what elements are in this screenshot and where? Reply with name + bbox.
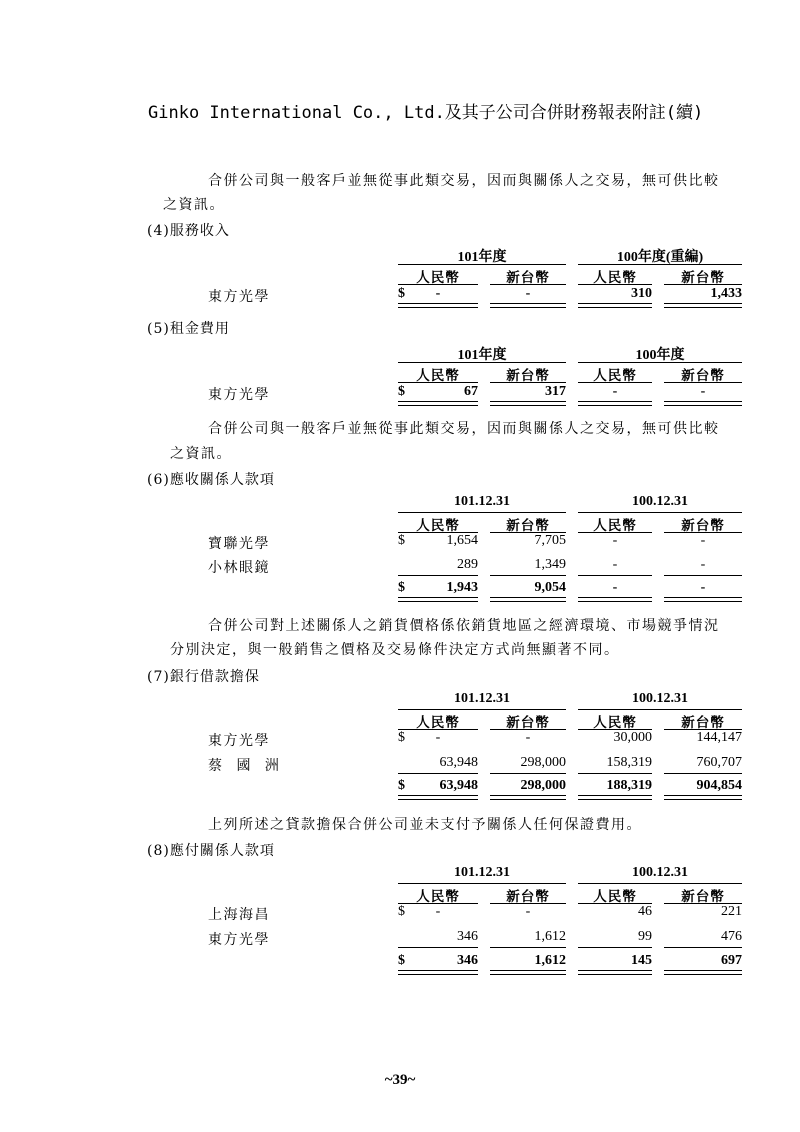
amount-cell: 158,319 — [606, 755, 652, 770]
header-rule — [578, 264, 742, 265]
period-header: 100.12.31 — [632, 494, 688, 509]
currency-symbol: $ — [398, 730, 405, 745]
column-header-ntd: 新台幣 — [506, 518, 550, 534]
party-name: 上海海昌 — [208, 907, 270, 923]
double-underline — [398, 970, 478, 975]
page-title: Ginko International Co., Ltd.及其子公司合併財務報表附註(續) — [148, 103, 704, 123]
column-header-rmb: 人民幣 — [593, 715, 637, 731]
total-cell: 188,319 — [606, 778, 652, 793]
double-underline — [578, 303, 652, 308]
amount-cell: 67 — [464, 384, 478, 399]
amount-cell: 317 — [545, 384, 566, 399]
note-paragraph-1-line-2: 之資訊。 — [163, 197, 225, 213]
amount-cell: 1,612 — [534, 929, 566, 944]
header-rule — [578, 883, 742, 884]
double-underline — [398, 401, 478, 406]
amount-cell: - — [612, 533, 618, 548]
double-underline — [578, 795, 652, 800]
subtotal-rule — [490, 575, 566, 576]
amount-cell: - — [435, 730, 441, 745]
amount-cell: 346 — [457, 929, 478, 944]
header-rule — [578, 512, 742, 513]
amount-cell: 63,948 — [439, 755, 478, 770]
period-header: 101.12.31 — [454, 691, 510, 706]
subtotal-rule — [578, 773, 652, 774]
amount-cell: - — [700, 533, 706, 548]
header-rule — [398, 512, 566, 513]
header-rule — [398, 264, 566, 265]
party-name: 蔡 國 洲 — [208, 758, 284, 774]
amount-cell: 99 — [638, 929, 652, 944]
currency-symbol: $ — [398, 904, 405, 919]
currency-symbol: $ — [398, 384, 405, 399]
column-rule — [664, 284, 742, 285]
column-rule — [490, 382, 566, 383]
column-header-ntd: 新台幣 — [681, 270, 725, 286]
currency-symbol: $ — [398, 580, 405, 595]
double-underline — [490, 795, 566, 800]
double-underline — [664, 597, 742, 602]
header-rule — [578, 709, 742, 710]
amount-cell: 1,433 — [710, 286, 742, 301]
subtotal-rule — [578, 947, 652, 948]
column-header-ntd: 新台幣 — [506, 889, 550, 905]
amount-cell: - — [612, 557, 618, 572]
amount-cell: - — [525, 730, 531, 745]
double-underline — [578, 401, 652, 406]
header-rule — [578, 362, 742, 363]
note-paragraph-3-line-1: 合併公司對上述關係人之銷貨價格係依銷貨地區之經濟環境、市場競爭情況 — [208, 618, 720, 634]
amount-cell: 298,000 — [520, 755, 566, 770]
column-header-rmb: 人民幣 — [593, 368, 637, 384]
double-underline — [490, 401, 566, 406]
double-underline — [578, 970, 652, 975]
column-header-rmb: 人民幣 — [416, 270, 460, 286]
party-name: 東方光學 — [208, 733, 270, 749]
amount-cell: - — [525, 904, 531, 919]
double-underline — [664, 401, 742, 406]
section-heading-rent-expense: (5)租金費用 — [147, 321, 230, 337]
subtotal-rule — [664, 947, 742, 948]
double-underline — [490, 597, 566, 602]
double-underline — [664, 970, 742, 975]
amount-cell: - — [435, 904, 441, 919]
subtotal-rule — [578, 575, 652, 576]
amount-cell: - — [700, 557, 706, 572]
note-paragraph-4: 上列所述之貸款擔保合併公司並未支付予關係人任何保證費用。 — [208, 817, 642, 833]
party-name: 東方光學 — [208, 932, 270, 948]
subtotal-rule — [490, 947, 566, 948]
amount-cell: 1,654 — [446, 533, 478, 548]
double-underline — [398, 597, 478, 602]
subtotal-rule — [398, 773, 478, 774]
column-header-ntd: 新台幣 — [506, 715, 550, 731]
amount-cell: 310 — [631, 286, 652, 301]
header-rule — [398, 709, 566, 710]
total-cell: 9,054 — [534, 580, 566, 595]
period-header: 100年度(重編) — [616, 250, 704, 265]
column-rule — [578, 382, 652, 383]
party-name: 東方光學 — [208, 387, 270, 403]
column-header-rmb: 人民幣 — [416, 368, 460, 384]
column-header-ntd: 新台幣 — [681, 889, 725, 905]
total-cell: 1,612 — [534, 953, 566, 968]
subtotal-rule — [398, 947, 478, 948]
total-cell: 1,943 — [446, 580, 478, 595]
currency-symbol: $ — [398, 533, 405, 548]
amount-cell: 289 — [457, 557, 478, 572]
amount-cell: 46 — [638, 904, 652, 919]
column-rule — [578, 284, 652, 285]
period-header: 100.12.31 — [632, 691, 688, 706]
column-header-rmb: 人民幣 — [593, 270, 637, 286]
column-header-rmb: 人民幣 — [416, 518, 460, 534]
amount-cell: 760,707 — [696, 755, 742, 770]
column-header-ntd: 新台幣 — [681, 518, 725, 534]
note-paragraph-2-line-2: 之資訊。 — [170, 446, 232, 462]
total-cell: - — [700, 580, 706, 595]
amount-cell: 1,349 — [534, 557, 566, 572]
section-heading-receivables: (6)應收關係人款項 — [147, 472, 275, 488]
period-header: 101年度 — [457, 250, 507, 265]
period-header: 101年度 — [457, 348, 507, 363]
party-name: 小林眼鏡 — [208, 560, 270, 576]
period-header: 100年度 — [635, 348, 685, 363]
subtotal-rule — [398, 575, 478, 576]
double-underline — [578, 597, 652, 602]
column-header-ntd: 新台幣 — [681, 368, 725, 384]
double-underline — [490, 303, 566, 308]
double-underline — [490, 970, 566, 975]
column-header-ntd: 新台幣 — [506, 368, 550, 384]
header-rule — [398, 362, 566, 363]
amount-cell: 476 — [721, 929, 742, 944]
column-header-rmb: 人民幣 — [593, 518, 637, 534]
column-rule — [490, 284, 566, 285]
subtotal-rule — [664, 773, 742, 774]
double-underline — [398, 795, 478, 800]
double-underline — [664, 795, 742, 800]
amount-cell: - — [700, 384, 706, 399]
column-header-ntd: 新台幣 — [506, 270, 550, 286]
total-cell: 904,854 — [696, 778, 742, 793]
currency-symbol: $ — [398, 953, 405, 968]
amount-cell: - — [435, 286, 441, 301]
double-underline — [398, 303, 478, 308]
column-header-rmb: 人民幣 — [593, 889, 637, 905]
amount-cell: - — [612, 384, 618, 399]
subtotal-rule — [490, 773, 566, 774]
currency-symbol: $ — [398, 286, 405, 301]
column-rule — [398, 284, 478, 285]
section-heading-bank-loan-guarantee: (7)銀行借款擔保 — [147, 669, 260, 685]
note-paragraph-3-line-2: 分別決定，與一般銷售之價格及交易條件決定方式尚無顯著不同。 — [170, 642, 620, 658]
amount-cell: - — [525, 286, 531, 301]
party-name: 寶聯光學 — [208, 536, 270, 552]
double-underline — [664, 303, 742, 308]
total-cell: 63,948 — [439, 778, 478, 793]
period-header: 100.12.31 — [632, 865, 688, 880]
total-cell: 346 — [457, 953, 478, 968]
amount-cell: 30,000 — [613, 730, 652, 745]
currency-symbol: $ — [398, 778, 405, 793]
column-header-rmb: 人民幣 — [416, 889, 460, 905]
column-rule — [664, 382, 742, 383]
period-header: 101.12.31 — [454, 865, 510, 880]
section-heading-service-revenue: (4)服務收入 — [147, 223, 230, 239]
amount-cell: 221 — [721, 904, 742, 919]
page-number: ~39~ — [384, 1072, 416, 1088]
total-cell: - — [612, 580, 618, 595]
column-header-ntd: 新台幣 — [681, 715, 725, 731]
amount-cell: 7,705 — [534, 533, 566, 548]
header-rule — [398, 883, 566, 884]
total-cell: 145 — [631, 953, 652, 968]
subtotal-rule — [664, 575, 742, 576]
total-cell: 298,000 — [520, 778, 566, 793]
note-paragraph-2-line-1: 合併公司與一般客戶並無從事此類交易，因而與關係人之交易，無可供比較 — [208, 421, 720, 437]
period-header: 101.12.31 — [454, 494, 510, 509]
section-heading-payables: (8)應付關係人款項 — [147, 843, 275, 859]
party-name: 東方光學 — [208, 289, 270, 305]
note-paragraph-1-line-1: 合併公司與一般客戶並無從事此類交易，因而與關係人之交易，無可供比較 — [208, 173, 720, 189]
column-header-rmb: 人民幣 — [416, 715, 460, 731]
column-rule — [398, 382, 478, 383]
amount-cell: 144,147 — [696, 730, 742, 745]
total-cell: 697 — [721, 953, 742, 968]
